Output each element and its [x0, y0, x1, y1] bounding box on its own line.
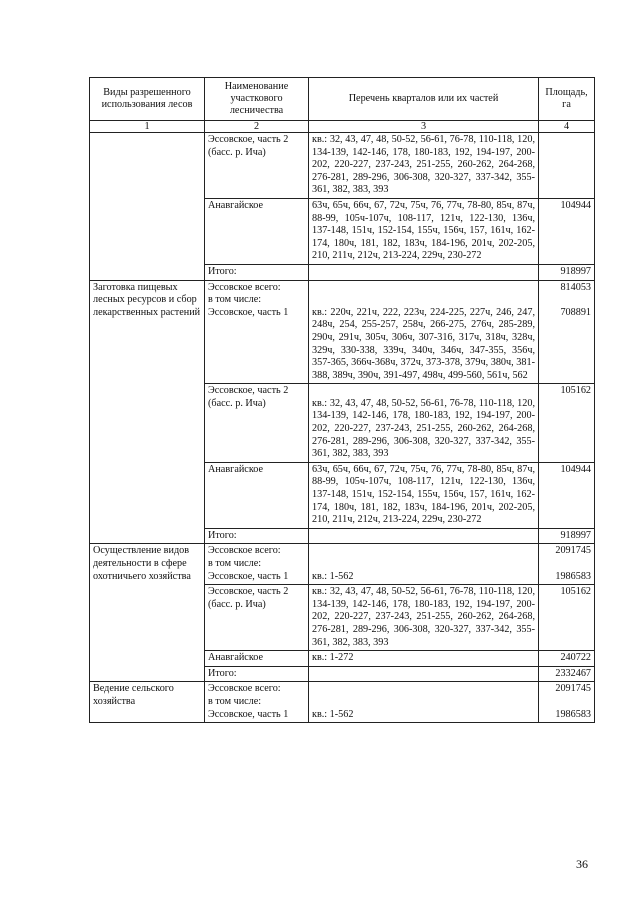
area-cell: 104944 — [539, 462, 595, 528]
part1-area: 708891 — [560, 306, 591, 318]
forestry-cell: Эссовское, часть 2 (басс. р. Ича) — [205, 585, 309, 651]
part1-quarters: кв.: 220ч, 221ч, 222, 223ч, 224-225, 227ч, 246, 247, 248ч, 254, 255-257, 258ч, 266-275, 276ч, 285-289, 290ч, 291ч, 305ч, 306ч, 307-316, 317ч, 318ч, 328ч, 329ч, 330-338, 339ч, 340ч, 346ч, 347-355, 356ч, 357-365, 366ч-368ч, 372ч, 373-378, 379ч, 380ч, 381-388, 389ч, 390ч, 391-497, 498ч, 499-560, 561ч, 562 — [312, 306, 535, 381]
header-forestry: Наименование участкового лесничества — [205, 78, 309, 121]
total-label: Итого: — [205, 528, 309, 544]
including-label: в том числе: — [208, 558, 262, 569]
essov-total-label: Эссовское всего: — [208, 683, 281, 695]
essov-total-area: 814053 — [560, 281, 591, 293]
table-row — [90, 682, 595, 723]
quarters-cell — [309, 544, 539, 585]
column-number-row — [90, 121, 595, 133]
area-cell: 240722 — [539, 651, 595, 667]
column-number: 1 — [90, 121, 205, 133]
quarters-cell: кв.: 1-272 — [309, 651, 539, 667]
part1-quarters: кв.: 1-562 — [312, 570, 354, 582]
part1-area: 1986583 — [555, 708, 591, 720]
part1-label: Эссовское, часть 1 — [208, 306, 289, 318]
quarters-cell — [309, 666, 539, 682]
essov-total-area: 2091745 — [555, 683, 591, 695]
use-type-food: Заготовка пищевых лесных ресурсов и сбор лекарственных растений — [90, 280, 205, 544]
forestry-cell: Анавгайское — [205, 462, 309, 528]
page-number: 36 — [576, 857, 588, 871]
total-label: Итого: — [205, 264, 309, 280]
essov-total-label: Эссовское всего: — [208, 281, 281, 293]
total-area: 2332467 — [539, 666, 595, 682]
quarters-cell: 63ч, 65ч, 66ч, 67, 72ч, 75ч, 76, 77ч, 78-80, 85ч, 87ч, 88-99, 105ч-107ч, 108-117, 121ч, 122-130, 136ч, 137-148, 151ч, 152-154, 155ч, 156ч, 157, 161ч, 162-174, 180ч, 181, 182, 183ч, 184-196, 201ч, 202-205, 210, 211ч, 212ч, 213-224, 229ч, 230-272 — [309, 198, 539, 264]
part1-label: Эссовское, часть 1 — [208, 570, 289, 582]
area-cell: 104944 — [539, 198, 595, 264]
quarters-cell: 63ч, 65ч, 66ч, 67, 72ч, 75ч, 76, 77ч, 78-80, 85ч, 87ч, 88-99, 105ч-107ч, 108-117, 121ч, 122-130, 136ч, 137-148, 151ч, 152-154, 155ч, 156ч, 157, 161ч, 162-174, 180ч, 181, 182, 183ч, 184-196, 201ч, 202-205, 210, 211ч, 212ч, 213-224, 229ч, 230-272 — [309, 462, 539, 528]
header-use-type: Виды разрешенного использования лесов — [90, 78, 205, 121]
forestry-cell: Анавгайское — [205, 198, 309, 264]
forest-use-table — [89, 77, 595, 723]
part1-label: Эссовское, часть 1 — [208, 708, 289, 720]
area-cell — [539, 133, 595, 199]
forestry-cell: Эссовское, часть 2 (басс. р. Ича) — [205, 384, 309, 463]
essov-total-area: 2091745 — [555, 545, 591, 557]
total-area: 918997 — [539, 264, 595, 280]
part2-area: 105162 — [560, 385, 591, 397]
use-type-cell — [90, 133, 205, 281]
part1-quarters: кв.: 1-562 — [312, 708, 354, 720]
total-area: 918997 — [539, 528, 595, 544]
quarters-cell — [309, 280, 539, 384]
forestry-cell — [205, 280, 309, 384]
quarters-cell — [309, 528, 539, 544]
column-number: 4 — [539, 121, 595, 133]
area-cell — [539, 682, 595, 723]
table-row — [90, 544, 595, 585]
area-cell — [539, 280, 595, 384]
forestry-cell — [205, 544, 309, 585]
table-row — [90, 280, 595, 384]
column-number: 2 — [205, 121, 309, 133]
forestry-cell: Анавгайское — [205, 651, 309, 667]
table-header-row — [90, 78, 595, 121]
quarters-cell — [309, 264, 539, 280]
quarters-cell — [309, 682, 539, 723]
total-label: Итого: — [205, 666, 309, 682]
essov-total-label: Эссовское всего: — [208, 545, 281, 557]
use-type-hunting: Осуществление видов деятельности в сфере охотничьего хозяйства — [90, 544, 205, 682]
quarters-cell — [309, 384, 539, 463]
use-type-agri: Ведение сельского хозяйства — [90, 682, 205, 723]
header-quarters: Перечень кварталов или их частей — [309, 78, 539, 121]
part1-area: 1986583 — [555, 570, 591, 582]
area-cell: 105162 — [539, 585, 595, 651]
area-cell — [539, 544, 595, 585]
including-label: в том числе: — [208, 294, 262, 306]
quarters-cell: кв.: 32, 43, 47, 48, 50-52, 56-61, 76-78, 110-118, 120, 134-139, 142-146, 178, 180-183, 192, 194-197, 200-202, 220-227, 237-243, 251-255, 260-262, 264-268, 276-281, 289-296, 306-308, 320-327, 337-342, 355-361, 382, 383, 393 — [309, 585, 539, 651]
forestry-cell — [205, 682, 309, 723]
part2-quarters: кв.: 32, 43, 47, 48, 50-52, 56-61, 76-78, 110-118, 120, 134-139, 142-146, 178, 180-183, 192, 194-197, 200-202, 220-227, 237-243, 251-255, 260-262, 264-268, 276-281, 289-296, 306-308, 320-327, 337-342, 355-361, 382, 383, 393 — [312, 397, 535, 460]
quarters-cell: кв.: 32, 43, 47, 48, 50-52, 56-61, 76-78, 110-118, 120, 134-139, 142-146, 178, 180-183, 192, 194-197, 200-202, 220-227, 237-243, 251-255, 260-262, 264-268, 276-281, 289-296, 306-308, 320-327, 337-342, 355-361, 382, 383, 393 — [309, 133, 539, 199]
forestry-cell: Эссовское, часть 2 (басс. р. Ича) — [205, 133, 309, 199]
table-row — [90, 133, 595, 199]
area-cell — [539, 384, 595, 463]
including-label: в том числе: — [208, 695, 262, 707]
header-area: Площадь, га — [539, 78, 595, 121]
column-number: 3 — [309, 121, 539, 133]
